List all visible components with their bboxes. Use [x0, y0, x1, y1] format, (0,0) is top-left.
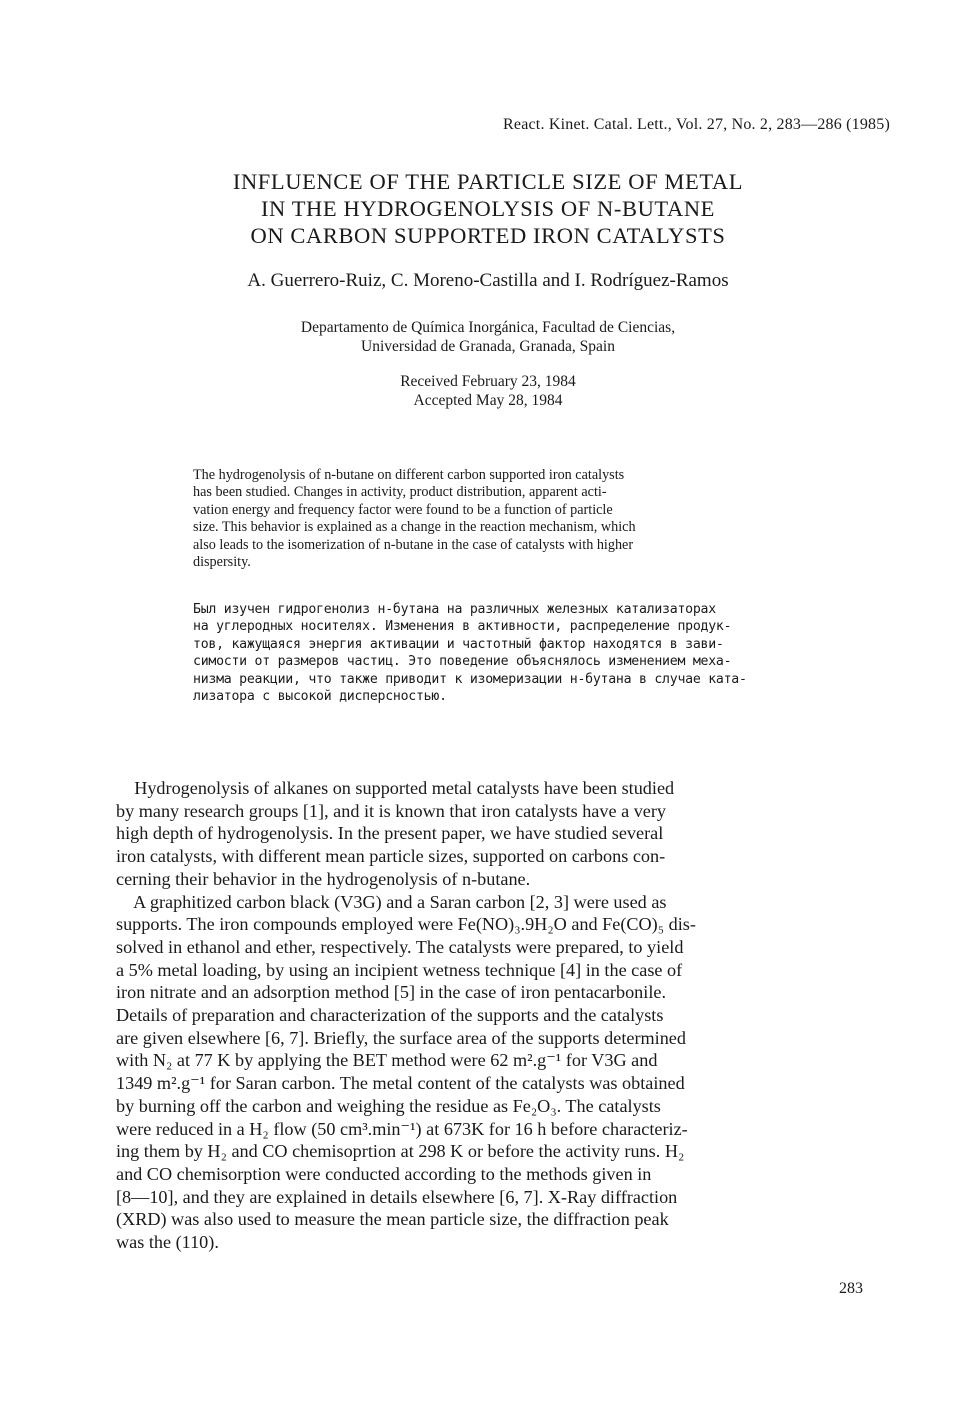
abstract-russian [193, 601, 863, 705]
journal-reference: React. Kinet. Catal. Lett., Vol. 27, No. 2, 283—286 (1985) [503, 116, 890, 133]
body-line: Hydrogenolysis of alkanes on supported metal catalysts have been studied [116, 778, 675, 798]
body-line: Details of preparation and characterization of the supports and the catalysts [116, 1005, 664, 1026]
body-line: A graphitized carbon black (V3G) and a Saran carbon [2, 3] were used as [116, 891, 667, 912]
abstract-line: симости от размеров частиц. Это поведение объяснялось изменением меха- [193, 654, 732, 670]
abstract-line: тов, кажущаяся энергия активации и частотный фактор находятся в зави- [193, 636, 724, 652]
affiliation-line: Departamento de Química Inorgánica, Facultad de Ciencias, [300, 319, 676, 336]
body-line: solved in ethanol and ether, respectively. The catalysts were prepared, to yield [116, 936, 684, 957]
body-line: supports. The iron compounds employed were Fe(NO)₃.9H₂O and Fe(CO)₅ dis- [116, 914, 696, 935]
body-line: iron nitrate and an adsorption method [5] in the case of iron pentacarbonile. [116, 982, 666, 1003]
abstract-line: на углеродных носителях. Изменения в активности, распределение продук- [193, 619, 732, 635]
body-line: by burning off the carbon and weighing the residue as Fe₂O₃. The catalysts [116, 1095, 661, 1116]
title-line: IN THE HYDROGENOLYSIS OF N-BUTANE [260, 196, 716, 221]
abstract-line: dispersity. [193, 554, 251, 571]
body-line: a 5% metal loading, by using an incipient wetness technique [4] in the case of [116, 959, 683, 980]
body-line: was the (110). [116, 1232, 219, 1253]
submission-dates [0, 372, 976, 410]
abstract-line: has been studied. Changes in activity, product distribution, apparent acti- [193, 484, 607, 501]
abstract-line: Был изучен гидрогенолиз н-бутана на различных железных катализаторах [193, 602, 716, 617]
body-text [116, 777, 864, 1254]
affiliation [0, 318, 976, 356]
abstract-line: also leads to the isomerization of n-butane in the case of catalysts with higher [193, 536, 634, 553]
page-number: 283 [839, 1280, 863, 1297]
body-line: [8—10], and they are explained in details elsewhere [6, 7]. X-Ray diffraction [116, 1186, 678, 1207]
body-line: with N₂ at 77 K by applying the BET method were 62 m².g⁻¹ for V3G and [116, 1050, 658, 1071]
body-line: 1349 m².g⁻¹ for Saran carbon. The metal content of the catalysts was obtained [116, 1073, 685, 1094]
abstract-line: лизатора с высокой дисперсностью. [193, 689, 447, 705]
body-line: and CO chemisorption were conducted according to the methods given in [116, 1163, 652, 1184]
affiliation-line: Universidad de Granada, Granada, Spain [361, 338, 615, 355]
body-line: cerning their behavior in the hydrogenolysis of n-butane. [116, 868, 531, 889]
accepted-date: Accepted May 28, 1984 [413, 392, 563, 409]
body-line: are given elsewhere [6, 7]. Briefly, the surface area of the supports determined [116, 1027, 686, 1048]
body-line: ing them by H₂ and CO chemisoprtion at 298 K or before the activity runs. H₂ [116, 1141, 685, 1162]
abstract-english [193, 467, 863, 571]
received-date: Received February 23, 1984 [400, 373, 576, 390]
abstract-line: низма реакции, что также приводит к изомеризации н-бутана в случае ката- [193, 671, 747, 687]
paper-title [0, 168, 976, 249]
title-line: INFLUENCE OF THE PARTICLE SIZE OF METAL [232, 169, 744, 194]
body-line: were reduced in a H₂ flow (50 cm³.min⁻¹) at 673K for 16 h before characteriz- [116, 1118, 688, 1139]
body-line: high depth of hydrogenolysis. In the present paper, we have studied several [116, 823, 664, 844]
body-line: by many research groups [1], and it is known that iron catalysts have a very [116, 800, 667, 821]
abstract-line: size. This behavior is explained as a change in the reaction mechanism, which [193, 519, 636, 536]
body-line: iron catalysts, with different mean particle sizes, supported on carbons con- [116, 846, 666, 867]
abstract-line: The hydrogenolysis of n-butane on different carbon supported iron catalysts [193, 467, 625, 483]
author-list: A. Guerrero-Ruiz, C. Moreno-Castilla and I. Rodríguez-Ramos [247, 270, 729, 291]
title-line: ON CARBON SUPPORTED IRON CATALYSTS [250, 223, 726, 248]
abstract-line: vation energy and frequency factor were found to be a function of particle [193, 501, 613, 518]
body-line: (XRD) was also used to measure the mean particle size, the diffraction peak [116, 1209, 669, 1230]
